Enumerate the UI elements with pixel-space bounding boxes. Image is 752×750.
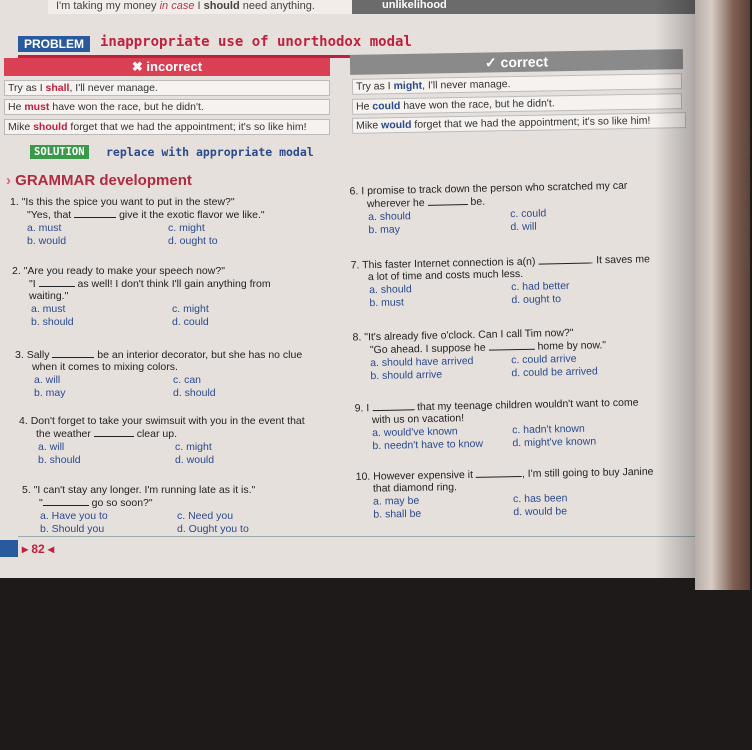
option-a[interactable]: a. Have you to: [40, 510, 108, 522]
option-b[interactable]: b. Should you: [40, 523, 105, 535]
option-a[interactable]: a. should have arrived: [370, 354, 474, 370]
correct-example: Try as I might, I'll never manage.: [352, 73, 682, 95]
question: 10. However expensive it , I'm still going to buy Janine that diamond ring. a. may be b. shall be c. has been d. would be: [355, 465, 654, 521]
page-marker: [0, 540, 18, 557]
option-d[interactable]: d. would be: [513, 505, 568, 519]
problem-tag: PROBLEM: [18, 36, 90, 52]
option-d[interactable]: d. ought to: [168, 235, 218, 247]
option-d[interactable]: d. might've known: [512, 435, 597, 450]
bottom-divider: [18, 536, 698, 537]
option-c[interactable]: c. could arrive: [511, 352, 577, 367]
option-b[interactable]: b. may: [34, 387, 66, 399]
option-c[interactable]: c. has been: [513, 492, 568, 506]
question: 8. "It's already five o'clock. Can I call Tim now?" "Go ahead. I suppose he home by now." a. should have arrived b. should arrive c. could arrive d. could be arrived: [352, 326, 607, 383]
option-a[interactable]: a. will: [34, 374, 61, 386]
option-c[interactable]: c. had better: [511, 279, 570, 294]
option-c[interactable]: c. could: [510, 207, 547, 221]
arrow-icon: ›: [6, 172, 16, 189]
option-b[interactable]: b. shall be: [373, 507, 422, 521]
incorrect-heading: ✖ incorrect: [4, 58, 330, 76]
answer-blank[interactable]: [372, 400, 414, 411]
option-b[interactable]: b. may: [368, 223, 401, 237]
answer-blank[interactable]: [52, 348, 94, 358]
question: 5. "I can't stay any longer. I'm running late as it is." " go so soon?" a. Have you to b. Should you c. Need you d. Ought you to: [22, 484, 256, 535]
answer-blank[interactable]: [74, 208, 116, 218]
option-a[interactable]: a. will: [38, 441, 65, 453]
option-c[interactable]: c. Need you: [177, 510, 234, 522]
answer-blank[interactable]: [538, 253, 590, 264]
option-a[interactable]: a. should: [369, 283, 412, 297]
option-c[interactable]: c. might: [168, 222, 205, 234]
option-a[interactable]: a. would've known: [372, 425, 458, 440]
answer-blank[interactable]: [427, 195, 467, 206]
option-c[interactable]: c. can: [173, 374, 202, 386]
option-c[interactable]: c. might: [172, 303, 209, 315]
question: 7. This faster Internet connection is a(n) . It saves me a lot of time and costs much less. a. should b. must c. had better d. ought to: [350, 253, 650, 310]
option-b[interactable]: b. would: [27, 235, 67, 247]
option-b[interactable]: b. should arrive: [370, 368, 443, 383]
option-d[interactable]: d. will: [510, 220, 537, 234]
option-c[interactable]: c. hadn't known: [512, 422, 585, 437]
option-b[interactable]: b. must: [369, 296, 404, 310]
option-c[interactable]: c. might: [175, 441, 212, 453]
incorrect-example: He must have won the race, but he didn't.: [4, 99, 330, 115]
option-a[interactable]: a. may be: [373, 494, 420, 508]
solution-tag: SOLUTION: [30, 145, 89, 159]
answer-blank[interactable]: [476, 467, 522, 478]
answer-blank[interactable]: [43, 496, 89, 506]
problem-title: inappropriate use of unorthodox modal: [100, 34, 412, 50]
adjacent-page-letters: c c d i C i s o s p tl: [744, 121, 751, 272]
answer-blank[interactable]: [94, 427, 134, 437]
option-d[interactable]: d. should: [173, 387, 216, 399]
question: 3. Sally be an interior decorator, but she has no clue when it comes to mixing colors. a. will b. may c. can d. should: [15, 349, 303, 399]
question: 4. Don't forget to take your swimsuit with you in the event that the weather clear up. a. will b. should c. might d. would: [19, 415, 305, 466]
top-strip-label: unlikelihood: [352, 0, 712, 14]
incorrect-example: Mike should forget that we had the appointment; it's so like him!: [4, 119, 330, 135]
top-strip: [0, 0, 695, 16]
option-a[interactable]: a. must: [31, 303, 66, 315]
answer-blank[interactable]: [39, 277, 75, 287]
top-example-sentence: I'm taking my money in case I should need anything.: [48, 0, 356, 14]
correct-example: Mike would forget that we had the appointment; it's so like him!: [352, 112, 686, 134]
question: 2. "Are you ready to make your speech now?" "I as well! I don't think I'll gain anything from waiting." a. must b. should c. might d. could: [12, 265, 271, 328]
correct-example: He could have won the race, but he didn't.: [352, 93, 682, 115]
adjacent-page-edge: [695, 0, 750, 590]
option-d[interactable]: d. would: [175, 454, 215, 466]
page-number: ▸ 82 ◂: [0, 537, 60, 561]
option-a[interactable]: a. must: [27, 222, 62, 234]
solution-text: replace with appropriate modal: [106, 145, 314, 159]
option-d[interactable]: d. ought to: [511, 293, 562, 307]
option-d[interactable]: d. could: [172, 316, 209, 328]
option-b[interactable]: b. should: [31, 316, 74, 328]
section-title: › GRAMMAR development: [6, 172, 192, 189]
option-a[interactable]: a. should: [368, 210, 411, 224]
question: 6. I promise to track down the person who scratched my car wherever he be. a. should b. may c. could d. will: [349, 179, 628, 237]
incorrect-example: Try as I shall, I'll never manage.: [4, 80, 330, 96]
option-d[interactable]: d. could be arrived: [511, 365, 598, 380]
option-d[interactable]: d. Ought you to: [177, 523, 249, 535]
answer-blank[interactable]: [488, 340, 534, 351]
question: 1. "Is this the spice you want to put in the stew?" "Yes, that give it the exotic flavor we like." a. must b. would c. might d. ought to: [10, 196, 265, 247]
option-b[interactable]: b. needn't have to know: [372, 437, 484, 453]
correct-heading: ✓ correct: [350, 49, 683, 75]
question: 9. I that my teenage children wouldn't want to come with us on vacation! a. would've known b. needn't have to know c. hadn't known d. might've known: [354, 396, 639, 453]
option-b[interactable]: b. should: [38, 454, 81, 466]
